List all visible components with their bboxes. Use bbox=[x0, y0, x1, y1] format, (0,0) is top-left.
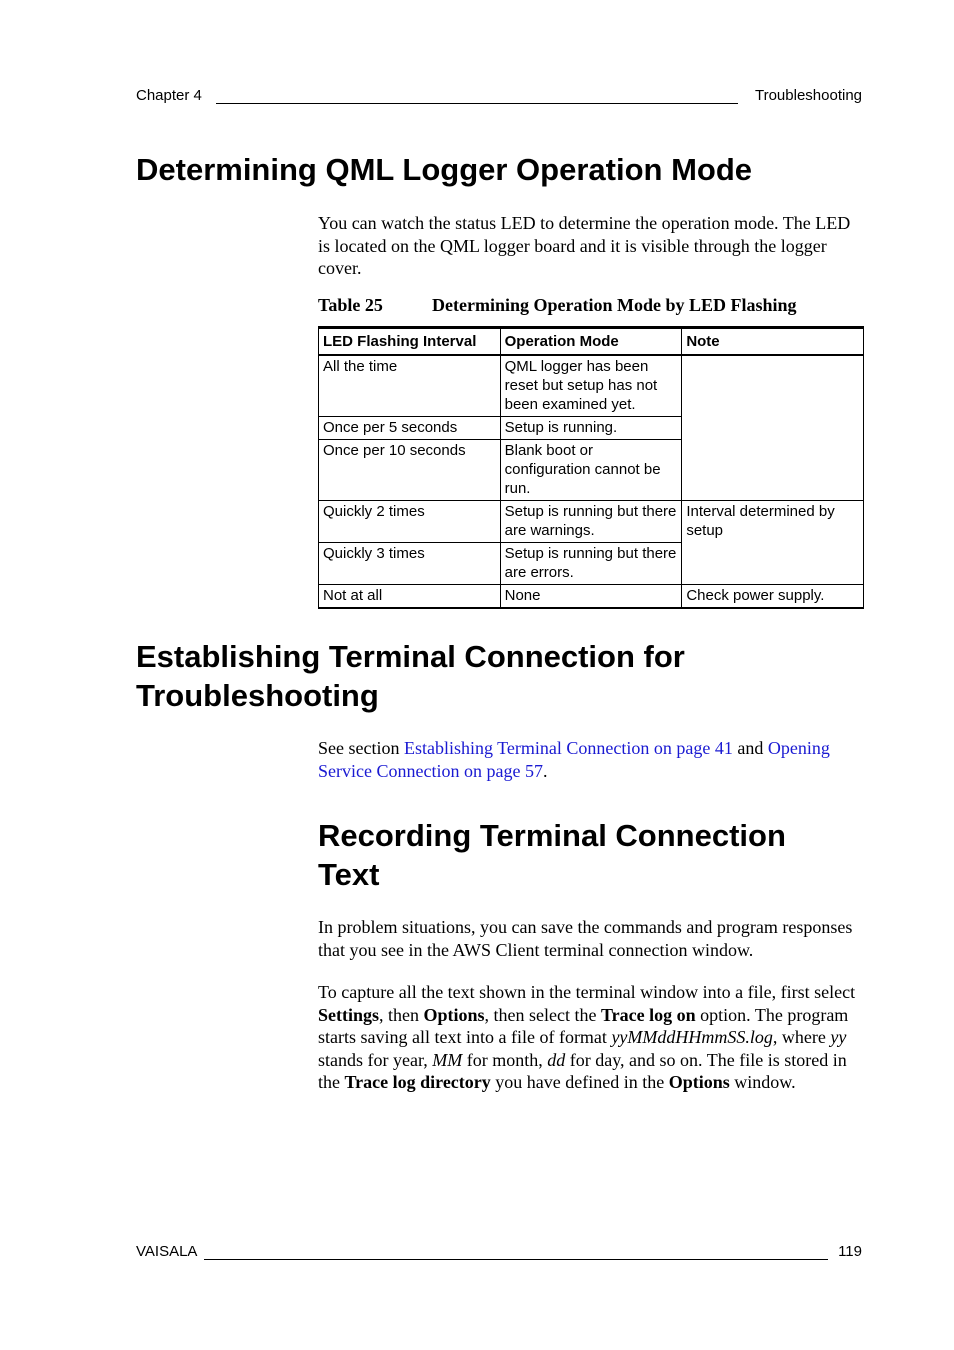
cell-mode: None bbox=[500, 585, 682, 609]
link-opening-service-connection-part1[interactable]: Opening bbox=[767, 738, 830, 758]
and-text: and bbox=[732, 738, 768, 758]
period: . bbox=[542, 760, 548, 781]
table-number: Table 25 bbox=[318, 295, 383, 315]
see-prefix: See section bbox=[318, 738, 404, 758]
text: for month, bbox=[462, 1049, 548, 1070]
cell-interval: Once per 5 seconds bbox=[319, 417, 501, 440]
menu-settings: Settings bbox=[318, 1004, 380, 1025]
problem-situations-paragraph: In problem situations, you can save the commands and program responses that you see in the AWS Client terminal connection window. bbox=[318, 917, 853, 960]
footer-brand: VAISALA bbox=[136, 1243, 198, 1260]
subsection-title-recording bbox=[318, 816, 786, 894]
text: stands for year, bbox=[318, 1049, 433, 1070]
text: To capture all the text shown in the terminal window into a file, first select bbox=[318, 982, 856, 1002]
cell-interval: Once per 10 seconds bbox=[319, 440, 501, 501]
table-row bbox=[319, 585, 864, 609]
trace-log-directory: Trace log directory bbox=[344, 1072, 491, 1092]
column-header-mode: Operation Mode bbox=[500, 328, 682, 356]
capture-text-paragraph bbox=[318, 981, 863, 1094]
footer-rule bbox=[204, 1259, 828, 1260]
option-trace-log-on: Trace log on bbox=[601, 1004, 696, 1025]
led-flashing-table bbox=[318, 326, 864, 609]
header-rule bbox=[216, 103, 738, 104]
table-row bbox=[319, 501, 864, 543]
cell-note-empty bbox=[682, 355, 864, 501]
cell-mode: Setup is running. bbox=[500, 417, 682, 440]
table-caption: Determining Operation Mode by LED Flashing bbox=[432, 295, 797, 315]
subsection-title-line1: Recording Terminal Connection bbox=[318, 818, 786, 853]
month-token: MM bbox=[432, 1049, 463, 1070]
text: , then bbox=[379, 1004, 424, 1025]
text: , then select the bbox=[484, 1004, 602, 1025]
header-chapter: Chapter 4 bbox=[136, 87, 202, 104]
cell-note: Check power supply. bbox=[682, 585, 864, 609]
header-section: Troubleshooting bbox=[754, 87, 862, 104]
text: for day, and so on. The file is stored in the bbox=[318, 1049, 847, 1092]
cell-mode: QML logger has been reset but setup has not been examined yet. bbox=[500, 355, 682, 417]
section-title-line2: Troubleshooting bbox=[136, 678, 379, 713]
section-title-line1: Establishing Terminal Connection for bbox=[136, 639, 685, 674]
year-token: yy bbox=[830, 1027, 847, 1047]
link-establishing-terminal-connection[interactable]: Establishing Terminal Connection on page 41 bbox=[403, 738, 733, 758]
text: option. The program starts saving all text into a file of format bbox=[318, 1004, 849, 1047]
cell-interval: Not at all bbox=[319, 585, 501, 609]
column-header-note: Note bbox=[682, 328, 864, 356]
cell-interval: Quickly 2 times bbox=[319, 501, 501, 543]
day-token: dd bbox=[547, 1049, 566, 1070]
page-number: 119 bbox=[838, 1243, 862, 1260]
menu-options: Options bbox=[423, 1004, 485, 1025]
cell-interval: Quickly 3 times bbox=[319, 543, 501, 585]
table-row bbox=[319, 355, 864, 417]
section-title-terminal-connection bbox=[136, 637, 685, 715]
intro-paragraph: You can watch the status LED to determine the operation mode. The LED is located on the QML logger board and it is visible through the logger cover. bbox=[318, 213, 851, 278]
cell-mode: Setup is running but there are warnings. bbox=[500, 501, 682, 543]
cell-note: Interval determined by setup bbox=[682, 501, 864, 585]
link-opening-service-connection-part2[interactable]: Service Connection on page 57 bbox=[318, 760, 543, 781]
text: , where bbox=[772, 1027, 831, 1047]
text: you have defined in the bbox=[490, 1072, 669, 1092]
column-header-interval: LED Flashing Interval bbox=[319, 328, 501, 356]
text: window. bbox=[729, 1072, 796, 1092]
see-section-paragraph bbox=[318, 737, 878, 782]
cell-interval: All the time bbox=[319, 355, 501, 417]
cell-mode: Blank boot or configuration cannot be run. bbox=[500, 440, 682, 501]
cell-mode: Setup is running but there are errors. bbox=[500, 543, 682, 585]
section-title-operation-mode: Determining QML Logger Operation Mode bbox=[136, 152, 753, 187]
file-format: yyMMddHHmmSS.log bbox=[611, 1027, 773, 1047]
window-options: Options bbox=[668, 1072, 730, 1092]
subsection-title-line2: Text bbox=[318, 857, 380, 892]
